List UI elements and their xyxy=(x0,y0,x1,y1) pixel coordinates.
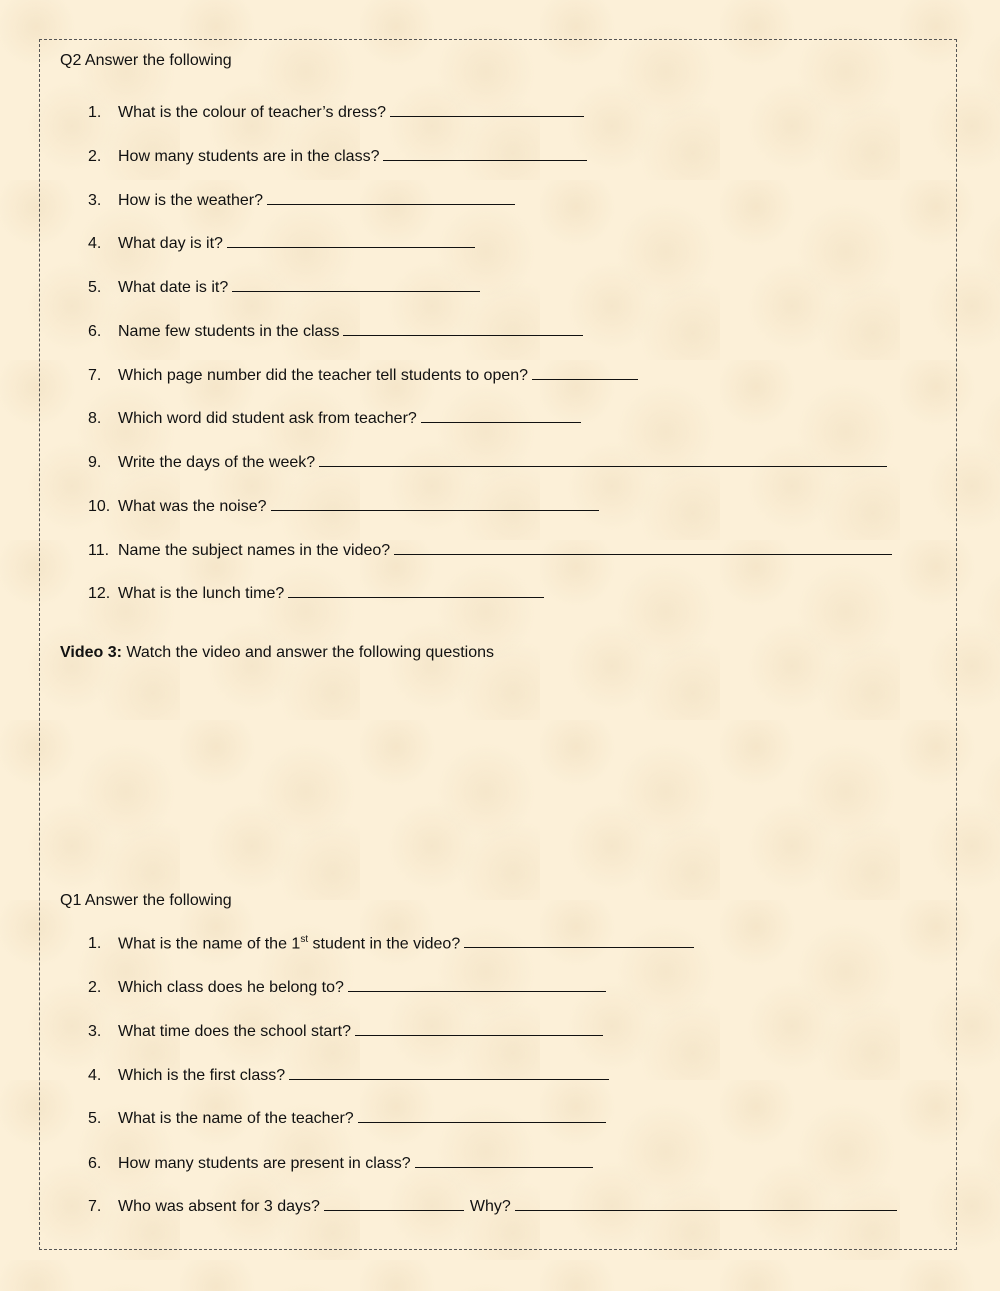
answer-line[interactable] xyxy=(227,233,475,248)
question-number: 8. xyxy=(88,410,102,427)
question-text-part: What is the name of the 1 xyxy=(118,935,301,952)
question-text: What was the noise? xyxy=(118,498,267,515)
q2-question-9 xyxy=(88,452,887,472)
answer-line[interactable] xyxy=(390,102,584,117)
answer-line[interactable] xyxy=(464,933,694,948)
q1-question-6 xyxy=(88,1153,593,1173)
video3-instruction xyxy=(60,644,494,662)
question-number: 4. xyxy=(88,235,102,252)
q1-question-5 xyxy=(88,1108,606,1128)
question-number: 6. xyxy=(88,323,102,340)
question-text: What is the name of the teacher? xyxy=(118,1110,354,1127)
q1-question-7 xyxy=(88,1196,897,1216)
question-text: Write the days of the week? xyxy=(118,454,316,471)
q2-question-5 xyxy=(88,277,480,297)
answer-line[interactable] xyxy=(358,1108,606,1123)
question-text: What day is it? xyxy=(118,235,223,252)
answer-line[interactable] xyxy=(232,277,480,292)
q1-question-1 xyxy=(88,933,694,953)
question-text: Which class does he belong to? xyxy=(118,979,344,996)
question-text: Which page number did the teacher tell students to open? xyxy=(118,367,529,384)
question-number: 2. xyxy=(88,979,102,996)
answer-line[interactable] xyxy=(415,1153,593,1168)
question-number: 6. xyxy=(88,1155,102,1172)
ordinal-suffix: st xyxy=(300,933,309,945)
question-text: What is the colour of teacher’s dress? xyxy=(118,104,386,121)
q2-question-2 xyxy=(88,146,587,166)
question-number: 9. xyxy=(88,454,102,471)
question-text: Which word did student ask from teacher? xyxy=(118,410,417,427)
q2-question-12 xyxy=(88,583,544,603)
answer-line[interactable] xyxy=(319,452,887,467)
q2-heading: Q2 Answer the following xyxy=(60,52,232,69)
question-number: 4. xyxy=(88,1067,102,1084)
question-text: Who was absent for 3 days? xyxy=(118,1198,320,1215)
question-number: 10. xyxy=(88,498,111,515)
question-number: 5. xyxy=(88,279,102,296)
answer-line[interactable] xyxy=(383,146,587,161)
question-number: 11. xyxy=(88,542,110,559)
question-text: How many students are present in class? xyxy=(118,1155,411,1172)
question-text: Which is the first class? xyxy=(118,1067,286,1084)
q2-question-8 xyxy=(88,408,581,428)
question-text-part: student in the video? xyxy=(308,935,461,952)
q2-question-6 xyxy=(88,321,583,341)
q1-question-3 xyxy=(88,1021,603,1041)
q2-question-10 xyxy=(88,496,599,516)
question-number: 7. xyxy=(88,1198,102,1215)
answer-line[interactable] xyxy=(394,540,892,555)
q2-question-11 xyxy=(88,540,892,560)
question-text: What time does the school start? xyxy=(118,1023,351,1040)
q1-question-4 xyxy=(88,1065,609,1085)
answer-line[interactable] xyxy=(324,1196,464,1211)
question-text: How is the weather? xyxy=(118,192,263,209)
q1-question-2 xyxy=(88,977,606,997)
answer-line[interactable] xyxy=(288,583,544,598)
question-text: Name the subject names in the video? xyxy=(118,542,391,559)
answer-line[interactable] xyxy=(348,977,606,992)
question-text xyxy=(118,934,460,953)
question-text: What date is it? xyxy=(118,279,229,296)
answer-line[interactable] xyxy=(355,1021,603,1036)
question-number: 5. xyxy=(88,1110,102,1127)
question-text-why: Why? xyxy=(469,1198,511,1215)
question-text: What is the lunch time? xyxy=(118,585,285,602)
question-number: 3. xyxy=(88,192,102,209)
question-text: How many students are in the class? xyxy=(118,148,380,165)
question-number: 12. xyxy=(88,585,111,602)
q1-heading: Q1 Answer the following xyxy=(60,892,232,909)
answer-line-why[interactable] xyxy=(515,1196,897,1211)
question-text: Name few students in the class xyxy=(118,323,340,340)
answer-line[interactable] xyxy=(271,496,599,511)
question-number: 2. xyxy=(88,148,102,165)
answer-line[interactable] xyxy=(532,365,638,380)
video3-text: Watch the video and answer the following questions xyxy=(121,644,495,661)
q2-question-3 xyxy=(88,190,515,210)
q2-question-1 xyxy=(88,102,584,122)
video3-label: Video 3: xyxy=(60,644,122,661)
answer-line[interactable] xyxy=(343,321,583,336)
question-number: 1. xyxy=(88,104,102,121)
answer-line[interactable] xyxy=(421,408,581,423)
answer-line[interactable] xyxy=(289,1065,609,1080)
answer-line[interactable] xyxy=(267,190,515,205)
question-number: 1. xyxy=(88,935,102,952)
question-number: 3. xyxy=(88,1023,102,1040)
question-number: 7. xyxy=(88,367,102,384)
q2-question-7 xyxy=(88,365,638,385)
q2-question-4 xyxy=(88,233,475,253)
